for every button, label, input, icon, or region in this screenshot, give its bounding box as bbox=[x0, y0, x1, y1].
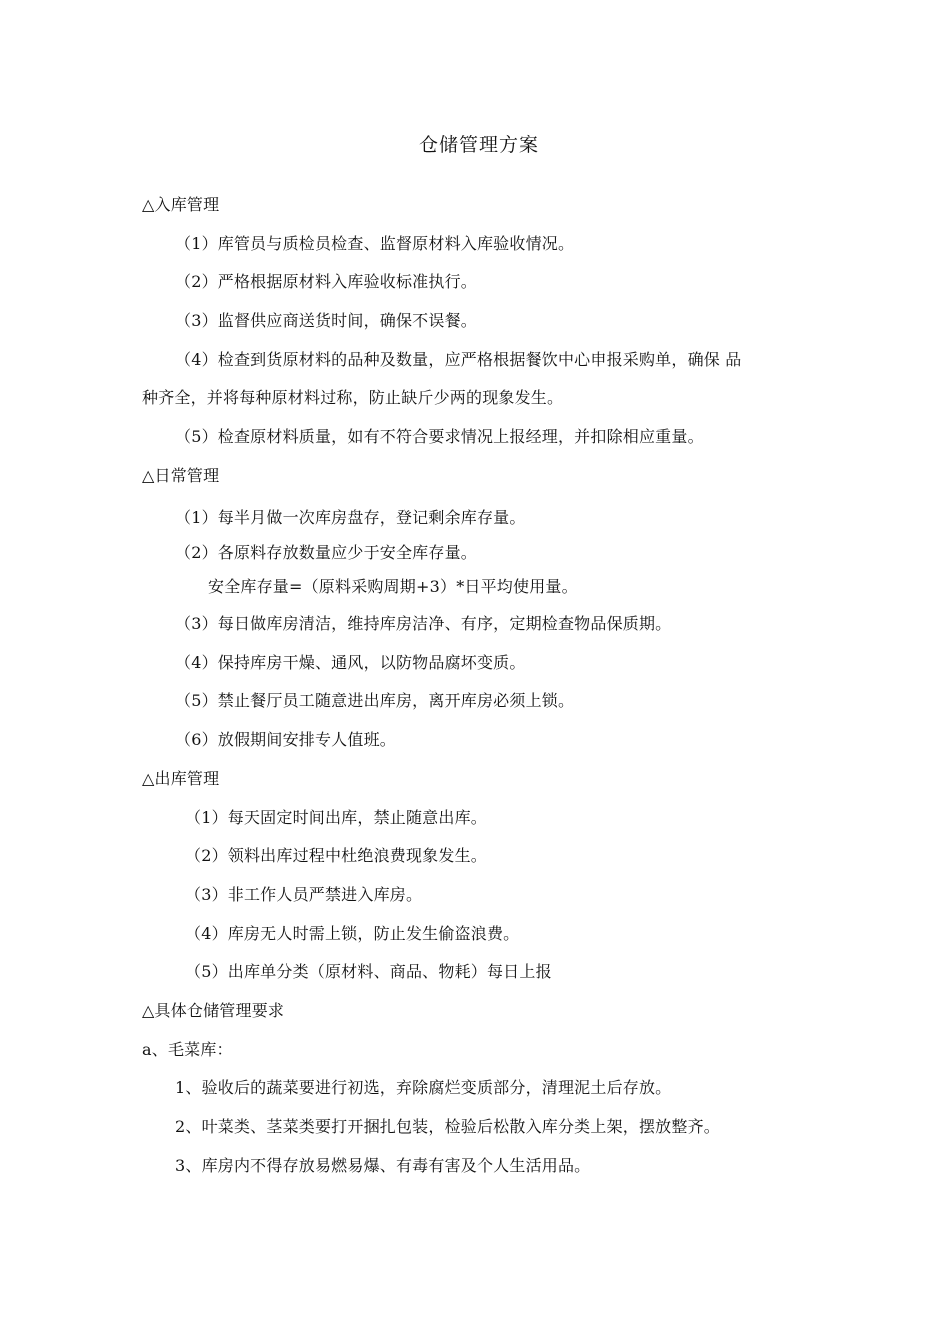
paragraph: （4）库房无人时需上锁，防止发生偷盗浪费。 bbox=[185, 924, 520, 943]
paragraph: （4）检查到货原材料的品种及数量，应严格根据餐饮中心申报采购单，确保 品 bbox=[175, 350, 742, 369]
paragraph: （1）库管员与质检员检查、监督原材料入库验收情况。 bbox=[175, 234, 575, 253]
paragraph: （1）每天固定时间出库，禁止随意出库。 bbox=[185, 808, 487, 827]
paragraph: （2）各原料存放数量应少于安全库存量。 bbox=[175, 543, 477, 562]
paragraph: （3）非工作人员严禁进入库房。 bbox=[185, 885, 423, 904]
paragraph: （6）放假期间安排专人值班。 bbox=[175, 730, 396, 749]
paragraph: （5）检查原材料质量，如有不符合要求情况上报经理，并扣除相应重量。 bbox=[175, 427, 704, 446]
subsection-heading: a、毛菜库： bbox=[142, 1040, 233, 1059]
section-heading-daily: △日常管理 bbox=[142, 466, 220, 485]
section-heading-outbound: △出库管理 bbox=[142, 769, 220, 788]
paragraph: （2）领料出库过程中杜绝浪费现象发生。 bbox=[185, 846, 487, 865]
paragraph: （1）每半月做一次库房盘存，登记剩余库存量。 bbox=[175, 508, 526, 527]
paragraph: （5）禁止餐厅员工随意进出库房，离开库房必须上锁。 bbox=[175, 691, 575, 710]
paragraph: （4）保持库房干燥、通风，以防物品腐坏变质。 bbox=[175, 653, 526, 672]
section-heading-requirements: △具体仓储管理要求 bbox=[142, 1001, 285, 1020]
paragraph: 3、库房内不得存放易燃易爆、有毒有害及个人生活用品。 bbox=[175, 1156, 591, 1175]
paragraph-continuation: 种齐全，并将每种原材料过称，防止缺斤少两的现象发生。 bbox=[142, 388, 564, 407]
paragraph: （3）监督供应商送货时间，确保不误餐。 bbox=[175, 311, 477, 330]
paragraph: （2）严格根据原材料入库验收标准执行。 bbox=[175, 272, 477, 291]
section-heading-inbound: △入库管理 bbox=[142, 195, 220, 214]
formula: 安全库存量=（原料采购周期+3）*日平均使用量。 bbox=[208, 577, 578, 596]
paragraph: 1、验收后的蔬菜要进行初选，弃除腐烂变质部分，清理泥土后存放。 bbox=[175, 1078, 672, 1097]
paragraph: （3）每日做库房清洁，维持库房洁净、有序，定期检查物品保质期。 bbox=[175, 614, 672, 633]
document-title: 仓储管理方案 bbox=[418, 134, 539, 156]
paragraph: 2、叶菜类、茎菜类要打开捆扎包装，检验后松散入库分类上架，摆放整齐。 bbox=[175, 1117, 720, 1136]
paragraph: （5）出库单分类（原材料、商品、物耗）每日上报 bbox=[185, 962, 552, 981]
